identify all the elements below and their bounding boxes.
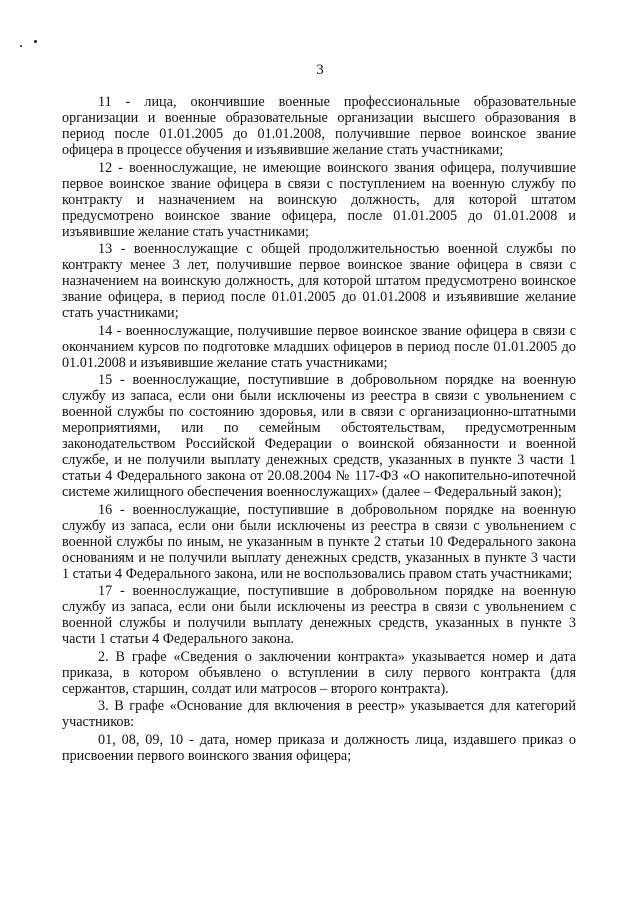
paragraph-category-15: 15 - военнослужащие, поступившие в добровольном порядке на военную службу из запаса, если они были исключены из реестра в связи с увольнением с военной службы по состоянию здоровья, или в связи с организационно-штатными мероприятиями, или по семейным обстоятельствам, предусмотренным законодательством Российской Федерации о воинской обязанности и военной службе, и не получили выплату денежных средств, указанных в пункте 3 части 1 статьи 4 Федерального закона от 20.08.2004 № 117-ФЗ «О накопительно-ипотечной системе жилищного обеспечения военнослужащих» (далее – Федеральный закон); bbox=[62, 372, 576, 500]
scan-dot-mark bbox=[34, 40, 37, 43]
paragraph-item-2-contract-info: 2. В графе «Сведения о заключении контракта» указывается номер и дата приказа, в котором объявлено о вступлении в силу первого контракта (для сержантов, старшин, солдат или матросов – второго контракта). bbox=[62, 648, 576, 697]
paragraph-categories-01-08-09-10: 01, 08, 09, 10 - дата, номер приказа и должность лица, издавшего приказ о присвоении первого воинского звания офицера; bbox=[62, 731, 576, 764]
paragraph-category-11: 11 - лица, окончившие военные профессиональные образовательные организации и военные образовательные организации высшего образования в период после 01.01.2005 до 01.01.2008, получившие первое воинское звание офицера в процессе обучения и изъявившие желание стать участниками; bbox=[62, 94, 576, 158]
paragraph-category-12: 12 - военнослужащие, не имеющие воинского звания офицера, получившие первое воинское звание офицера в связи с поступлением на военную службу по контракту и назначением на воинскую должность, для которой штатом предусмотрено воинское звание офицера, после 01.01.2005 до 01.01.2008 и изъявившие желание стать участниками; bbox=[62, 159, 576, 240]
paragraph-category-13: 13 - военнослужащие с общей продолжительностью военной службы по контракту менее 3 лет, получившие первое воинское звание офицера в связи с назначением на воинскую должность, для которой штатом предусмотрено воинское звание офицера, в период после 01.01.2005 до 01.01.2008 и изъявившие желание стать участниками; bbox=[62, 241, 576, 321]
scan-dot-mark bbox=[20, 45, 22, 47]
paragraph-category-16: 16 - военнослужащие, поступившие в добровольном порядке на военную службу из запаса, если они были исключены из реестра в связи с увольнением с военной службы по иным, не указанным в пункте 2 статьи 10 Федерального закона основаниям и не получили выплату денежных средств, указанных в пункте 3 части 1 статьи 4 Федерального закона, или не воспользовались правом стать участниками; bbox=[62, 501, 576, 582]
paragraph-category-17: 17 - военнослужащие, поступившие в добровольном порядке на военную службу из запаса, если они были исключены из реестра в связи с увольнением с военной службы и получили выплату денежных средств, указанных в пункте 3 части 1 статьи 4 Федерального закона. bbox=[62, 583, 576, 647]
page-number: 3 bbox=[316, 62, 324, 78]
paragraph-item-3-basis: 3. В графе «Основание для включения в реестр» указывается для категорий участников: bbox=[62, 698, 576, 730]
document-body bbox=[62, 94, 576, 765]
paragraph-category-14: 14 - военнослужащие, получившие первое воинское звание офицера в связи с окончанием курсов по подготовке младших офицеров в период после 01.01.2005 до 01.01.2008 и изъявившие желание стать участниками; bbox=[62, 322, 576, 371]
